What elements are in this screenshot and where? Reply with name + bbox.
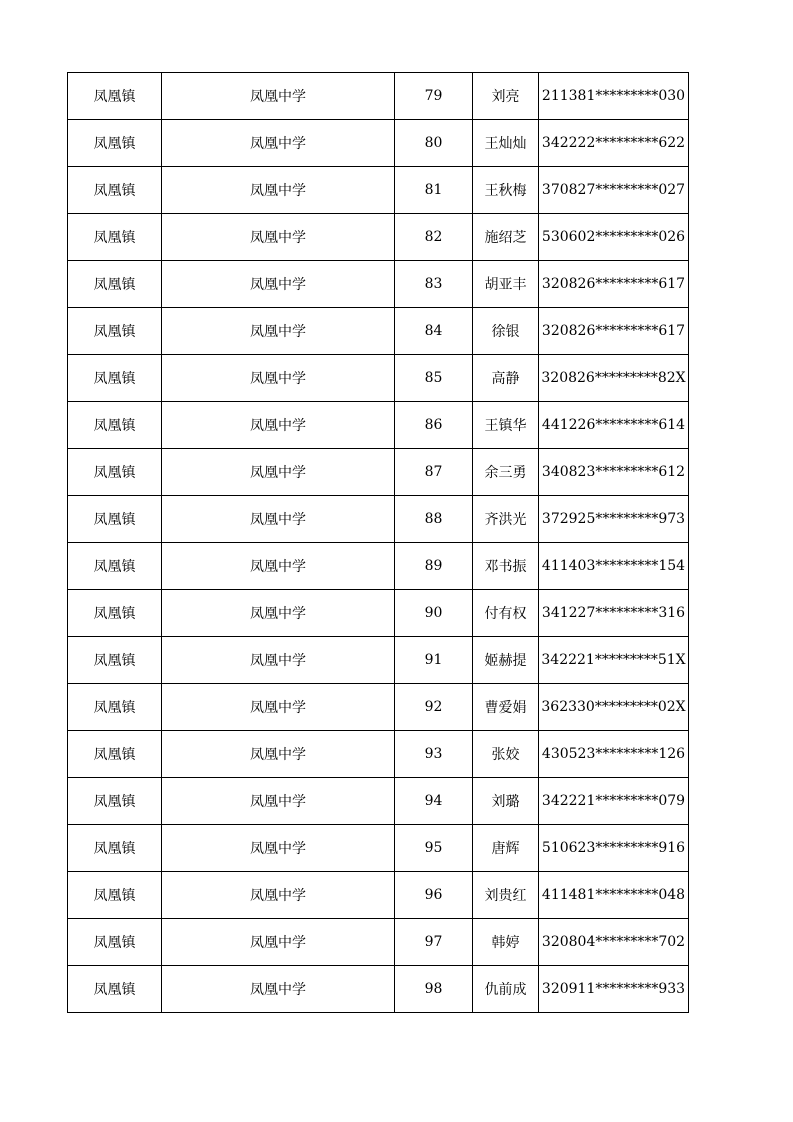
school-cell: 凤凰中学 bbox=[162, 825, 395, 872]
id-number-cell: 411481*********048 bbox=[539, 872, 689, 919]
town-cell: 凤凰镇 bbox=[68, 308, 162, 355]
id-number-cell: 320826*********82X bbox=[539, 355, 689, 402]
table-row bbox=[68, 966, 689, 1013]
table-row bbox=[68, 261, 689, 308]
id-number-cell: 411403*********154 bbox=[539, 543, 689, 590]
number-cell: 87 bbox=[395, 449, 473, 496]
name-cell: 余三勇 bbox=[473, 449, 539, 496]
id-number-cell: 342221*********079 bbox=[539, 778, 689, 825]
name-cell: 王灿灿 bbox=[473, 120, 539, 167]
school-cell: 凤凰中学 bbox=[162, 731, 395, 778]
town-cell: 凤凰镇 bbox=[68, 496, 162, 543]
number-cell: 97 bbox=[395, 919, 473, 966]
name-cell: 齐洪光 bbox=[473, 496, 539, 543]
town-cell: 凤凰镇 bbox=[68, 214, 162, 261]
school-cell: 凤凰中学 bbox=[162, 402, 395, 449]
number-cell: 82 bbox=[395, 214, 473, 261]
name-cell: 施绍芝 bbox=[473, 214, 539, 261]
number-cell: 95 bbox=[395, 825, 473, 872]
table-row bbox=[68, 637, 689, 684]
school-cell: 凤凰中学 bbox=[162, 73, 395, 120]
table-row bbox=[68, 214, 689, 261]
id-number-cell: 320826*********617 bbox=[539, 308, 689, 355]
table-row bbox=[68, 167, 689, 214]
name-cell: 邓书振 bbox=[473, 543, 539, 590]
school-cell: 凤凰中学 bbox=[162, 684, 395, 731]
name-cell: 胡亚丰 bbox=[473, 261, 539, 308]
school-cell: 凤凰中学 bbox=[162, 449, 395, 496]
id-number-cell: 211381*********030 bbox=[539, 73, 689, 120]
school-cell: 凤凰中学 bbox=[162, 496, 395, 543]
roster-table bbox=[67, 72, 689, 1013]
town-cell: 凤凰镇 bbox=[68, 355, 162, 402]
table-row bbox=[68, 731, 689, 778]
town-cell: 凤凰镇 bbox=[68, 966, 162, 1013]
number-cell: 79 bbox=[395, 73, 473, 120]
table-row bbox=[68, 590, 689, 637]
town-cell: 凤凰镇 bbox=[68, 919, 162, 966]
town-cell: 凤凰镇 bbox=[68, 637, 162, 684]
table-row bbox=[68, 778, 689, 825]
town-cell: 凤凰镇 bbox=[68, 590, 162, 637]
id-number-cell: 430523*********126 bbox=[539, 731, 689, 778]
school-cell: 凤凰中学 bbox=[162, 308, 395, 355]
school-cell: 凤凰中学 bbox=[162, 214, 395, 261]
table-row bbox=[68, 543, 689, 590]
id-number-cell: 530602*********026 bbox=[539, 214, 689, 261]
number-cell: 96 bbox=[395, 872, 473, 919]
number-cell: 84 bbox=[395, 308, 473, 355]
name-cell: 高静 bbox=[473, 355, 539, 402]
table-row bbox=[68, 120, 689, 167]
table-row bbox=[68, 308, 689, 355]
number-cell: 94 bbox=[395, 778, 473, 825]
school-cell: 凤凰中学 bbox=[162, 919, 395, 966]
name-cell: 付有权 bbox=[473, 590, 539, 637]
town-cell: 凤凰镇 bbox=[68, 543, 162, 590]
number-cell: 90 bbox=[395, 590, 473, 637]
school-cell: 凤凰中学 bbox=[162, 966, 395, 1013]
school-cell: 凤凰中学 bbox=[162, 590, 395, 637]
id-number-cell: 320826*********617 bbox=[539, 261, 689, 308]
id-number-cell: 370827*********027 bbox=[539, 167, 689, 214]
school-cell: 凤凰中学 bbox=[162, 261, 395, 308]
number-cell: 92 bbox=[395, 684, 473, 731]
id-number-cell: 362330*********02X bbox=[539, 684, 689, 731]
town-cell: 凤凰镇 bbox=[68, 261, 162, 308]
name-cell: 刘亮 bbox=[473, 73, 539, 120]
school-cell: 凤凰中学 bbox=[162, 355, 395, 402]
id-number-cell: 441226*********614 bbox=[539, 402, 689, 449]
number-cell: 83 bbox=[395, 261, 473, 308]
school-cell: 凤凰中学 bbox=[162, 167, 395, 214]
roster-table-body bbox=[68, 73, 689, 1013]
table-row bbox=[68, 73, 689, 120]
table-row bbox=[68, 872, 689, 919]
school-cell: 凤凰中学 bbox=[162, 872, 395, 919]
name-cell: 张姣 bbox=[473, 731, 539, 778]
table-row bbox=[68, 825, 689, 872]
table-row bbox=[68, 355, 689, 402]
number-cell: 81 bbox=[395, 167, 473, 214]
town-cell: 凤凰镇 bbox=[68, 731, 162, 778]
table-row bbox=[68, 919, 689, 966]
number-cell: 98 bbox=[395, 966, 473, 1013]
town-cell: 凤凰镇 bbox=[68, 73, 162, 120]
town-cell: 凤凰镇 bbox=[68, 167, 162, 214]
town-cell: 凤凰镇 bbox=[68, 449, 162, 496]
town-cell: 凤凰镇 bbox=[68, 778, 162, 825]
name-cell: 姬赫提 bbox=[473, 637, 539, 684]
number-cell: 93 bbox=[395, 731, 473, 778]
name-cell: 韩婷 bbox=[473, 919, 539, 966]
table-row bbox=[68, 684, 689, 731]
id-number-cell: 340823*********612 bbox=[539, 449, 689, 496]
table-row bbox=[68, 402, 689, 449]
id-number-cell: 342222*********622 bbox=[539, 120, 689, 167]
name-cell: 刘璐 bbox=[473, 778, 539, 825]
id-number-cell: 320911*********933 bbox=[539, 966, 689, 1013]
number-cell: 89 bbox=[395, 543, 473, 590]
number-cell: 86 bbox=[395, 402, 473, 449]
id-number-cell: 342221*********51X bbox=[539, 637, 689, 684]
number-cell: 91 bbox=[395, 637, 473, 684]
school-cell: 凤凰中学 bbox=[162, 778, 395, 825]
id-number-cell: 510623*********916 bbox=[539, 825, 689, 872]
town-cell: 凤凰镇 bbox=[68, 825, 162, 872]
school-cell: 凤凰中学 bbox=[162, 637, 395, 684]
name-cell: 仇前成 bbox=[473, 966, 539, 1013]
town-cell: 凤凰镇 bbox=[68, 872, 162, 919]
school-cell: 凤凰中学 bbox=[162, 120, 395, 167]
table-row bbox=[68, 496, 689, 543]
name-cell: 曹爱娟 bbox=[473, 684, 539, 731]
town-cell: 凤凰镇 bbox=[68, 402, 162, 449]
name-cell: 王秋梅 bbox=[473, 167, 539, 214]
id-number-cell: 320804*********702 bbox=[539, 919, 689, 966]
town-cell: 凤凰镇 bbox=[68, 684, 162, 731]
name-cell: 刘贵红 bbox=[473, 872, 539, 919]
number-cell: 85 bbox=[395, 355, 473, 402]
table-row bbox=[68, 449, 689, 496]
number-cell: 88 bbox=[395, 496, 473, 543]
name-cell: 唐辉 bbox=[473, 825, 539, 872]
number-cell: 80 bbox=[395, 120, 473, 167]
id-number-cell: 372925*********973 bbox=[539, 496, 689, 543]
name-cell: 王镇华 bbox=[473, 402, 539, 449]
school-cell: 凤凰中学 bbox=[162, 543, 395, 590]
name-cell: 徐银 bbox=[473, 308, 539, 355]
id-number-cell: 341227*********316 bbox=[539, 590, 689, 637]
town-cell: 凤凰镇 bbox=[68, 120, 162, 167]
